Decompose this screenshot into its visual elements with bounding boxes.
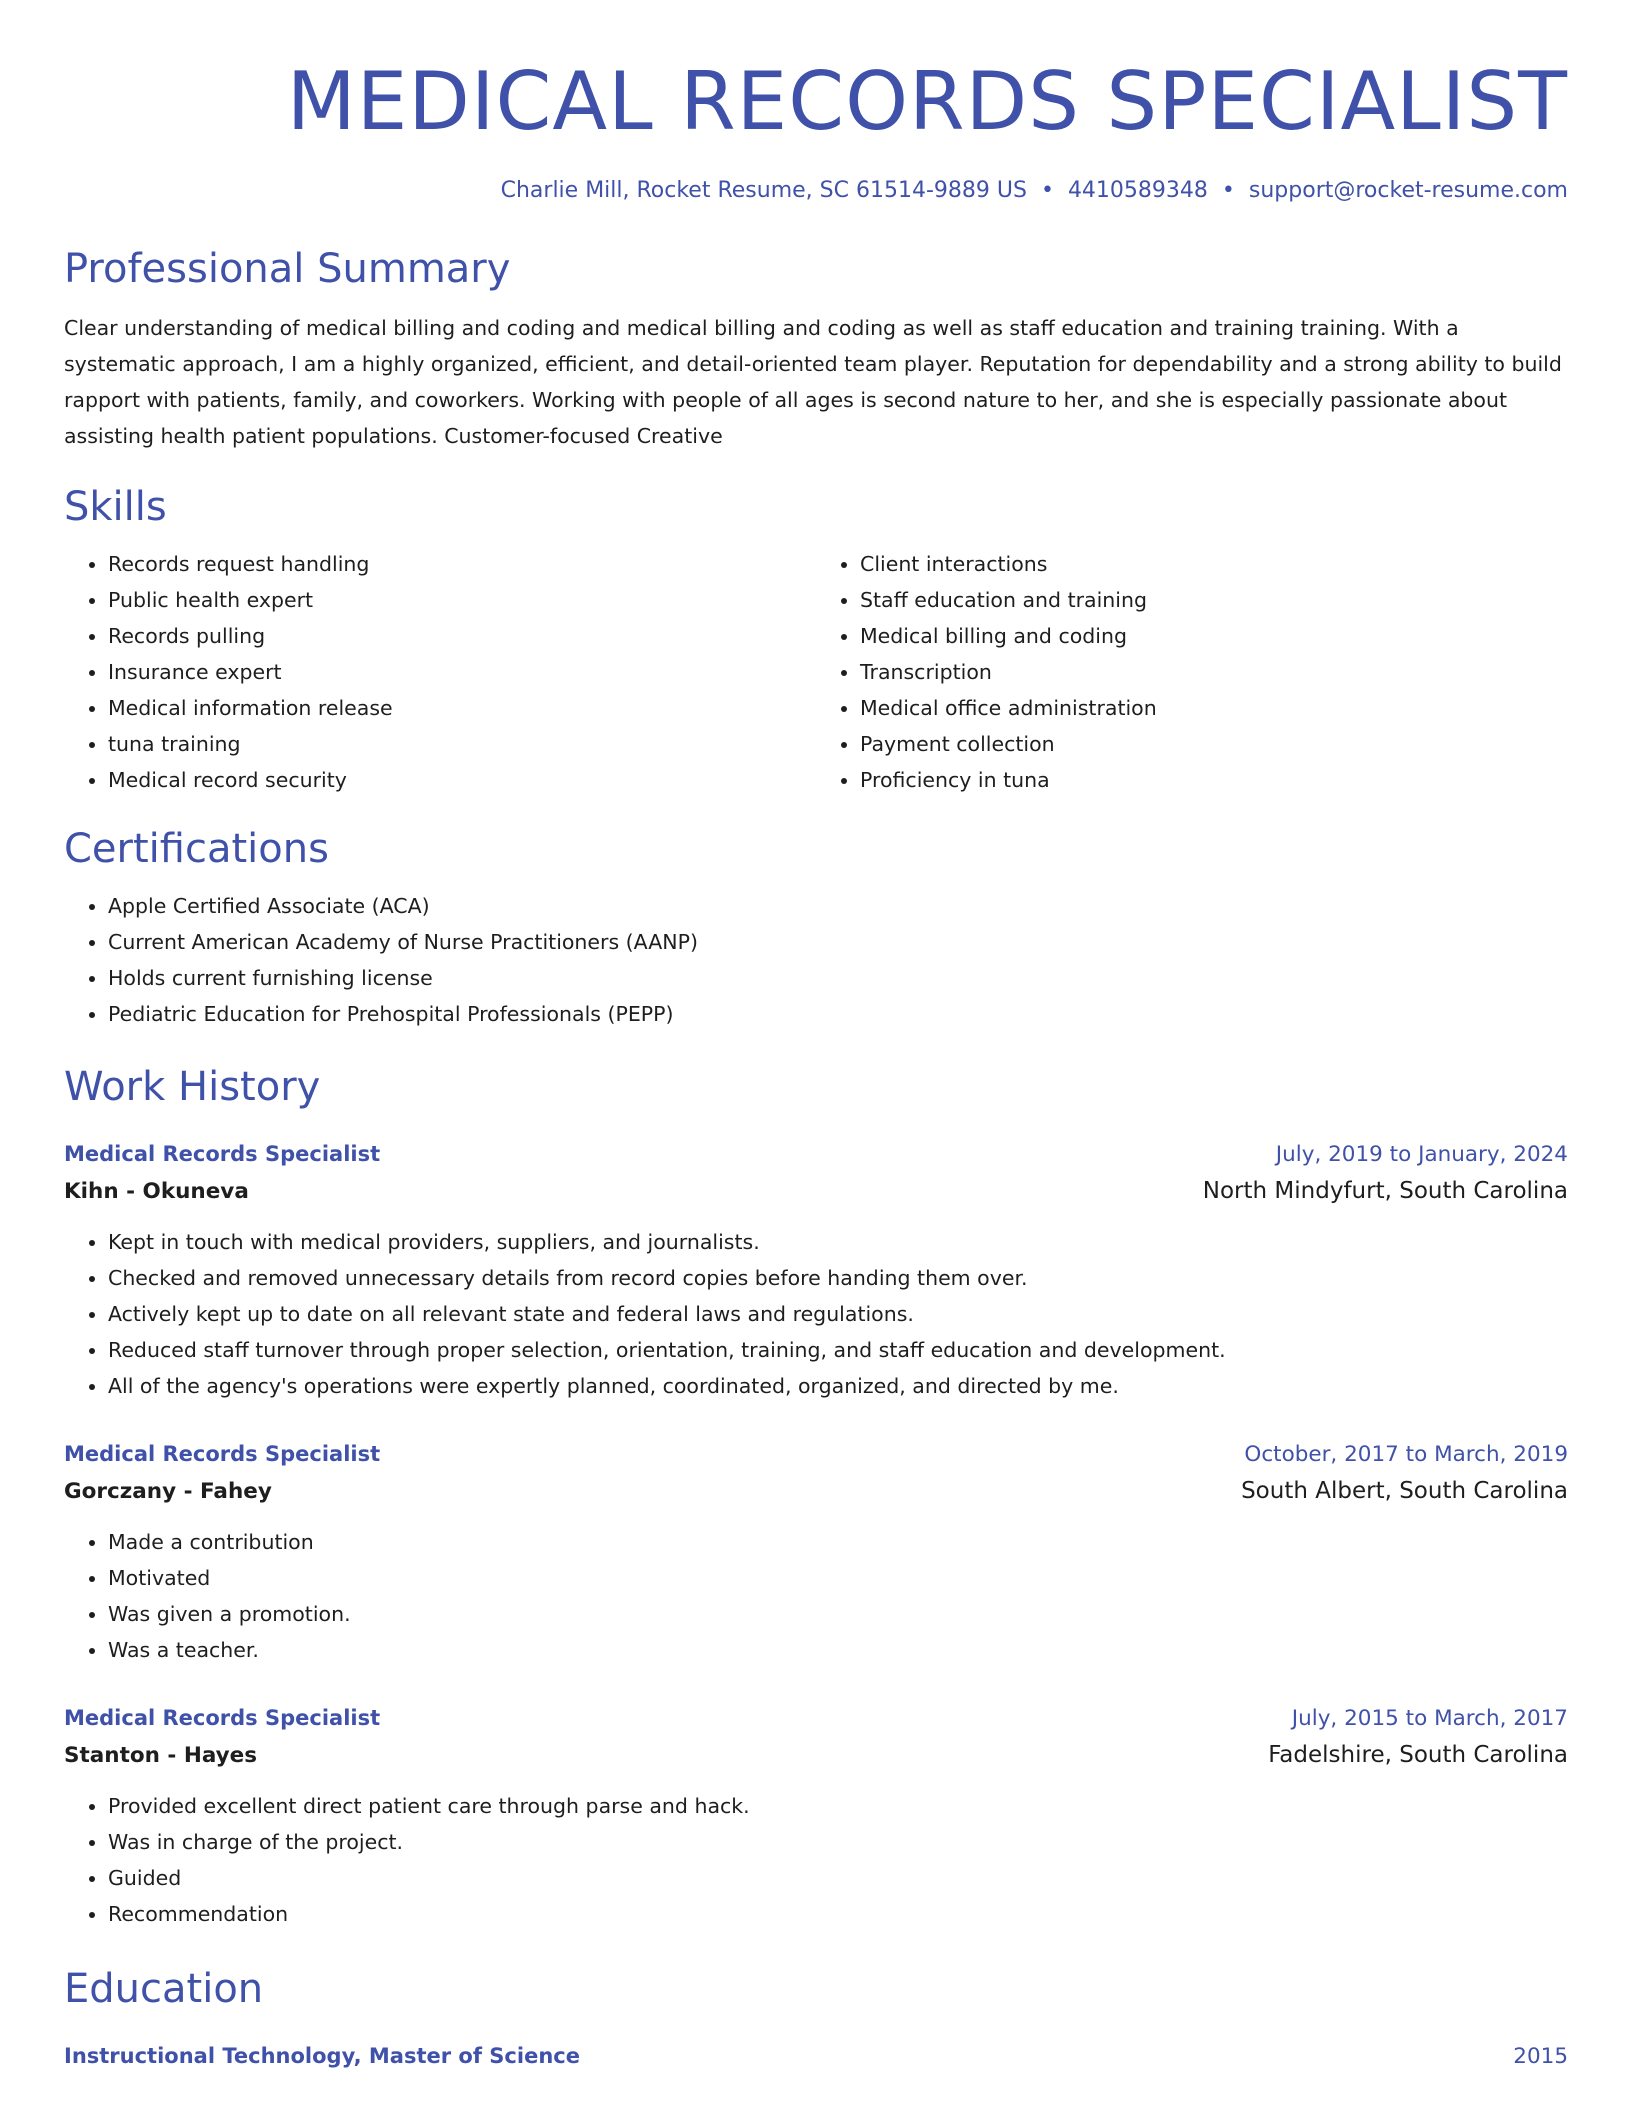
skill-item: • Public health expert <box>108 582 816 618</box>
job-company: Gorczany - Fahey <box>64 1479 272 1504</box>
job-bullet: • Kept in touch with medical providers, suppliers, and journalists. <box>108 1224 1568 1260</box>
job-bullets <box>64 1524 1568 1668</box>
job-title-row <box>64 1702 1568 1735</box>
job-company: Kihn - Okuneva <box>64 1179 249 1204</box>
job-dates: July, 2019 to January, 2024 <box>1275 1142 1568 1167</box>
skill-item: • Medical billing and coding <box>860 618 1568 654</box>
certification-item: • Holds current furnishing license <box>108 960 1568 996</box>
contact-phone: 4410589348 <box>1067 178 1208 203</box>
education-heading: Education <box>64 1966 264 2012</box>
job-company-row <box>64 1735 1568 1776</box>
skill-item: • Insurance expert <box>108 654 816 690</box>
job-title-row <box>64 1438 1568 1471</box>
skill-item: • Payment collection <box>860 726 1568 762</box>
job-company-row <box>64 1471 1568 1512</box>
work-history-heading: Work History <box>64 1064 321 1110</box>
skill-item: • Proficiency in tuna <box>860 762 1568 798</box>
job-bullet: • Provided excellent direct patient care through parse and hack. <box>108 1788 1568 1824</box>
contact-line <box>64 176 1568 206</box>
skill-item: • Medical information release <box>108 690 816 726</box>
job-bullets <box>64 1224 1568 1404</box>
job-bullet: • Motivated <box>108 1560 1568 1596</box>
job-location: Fadelshire, South Carolina <box>1268 1742 1568 1768</box>
job-bullet: • Actively kept up to date on all relevant state and federal laws and regulations. <box>108 1296 1568 1332</box>
certification-item: • Apple Certified Associate (ACA) <box>108 888 1568 924</box>
summary-heading: Professional Summary <box>64 246 511 292</box>
certifications-heading: Certifications <box>64 826 329 872</box>
job-bullet: • Was in charge of the project. <box>108 1824 1568 1860</box>
job-bullet: • Was a teacher. <box>108 1632 1568 1668</box>
job-title: Medical Records Specialist <box>64 1442 381 1466</box>
skills-list-left <box>64 546 816 798</box>
job-bullet: • Made a contribution <box>108 1524 1568 1560</box>
skill-item: • Client interactions <box>860 546 1568 582</box>
education-year: 2015 <box>1513 2044 1568 2069</box>
contact-separator: • <box>1221 178 1235 203</box>
education-degree: Instructional Technology, Master of Science <box>64 2044 580 2068</box>
skill-item: • Records pulling <box>108 618 816 654</box>
skill-item: • Transcription <box>860 654 1568 690</box>
skill-item: • tuna training <box>108 726 816 762</box>
job-dates: July, 2015 to March, 2017 <box>1291 1706 1568 1731</box>
skill-item: • Records request handling <box>108 546 816 582</box>
job-bullet: • Reduced staff turnover through proper selection, orientation, training, and staff education and development. <box>108 1332 1568 1368</box>
job-entry <box>64 1138 1568 1404</box>
job-entry <box>64 1438 1568 1668</box>
skills-list-right <box>816 546 1568 798</box>
certification-item: • Pediatric Education for Prehospital Professionals (PEPP) <box>108 996 1568 1032</box>
skill-item: • Staff education and training <box>860 582 1568 618</box>
job-location: South Albert, South Carolina <box>1241 1478 1568 1504</box>
skills-columns <box>64 546 1568 798</box>
job-entry <box>64 1702 1568 1932</box>
resume-page <box>64 0 1568 2073</box>
job-title: Medical Records Specialist <box>64 1142 381 1166</box>
contact-address: Charlie Mill, Rocket Resume, SC 61514-9889 US <box>500 178 1027 203</box>
contact-separator: • <box>1040 178 1054 203</box>
skills-heading: Skills <box>64 484 167 530</box>
certifications-list <box>64 888 1568 1032</box>
job-bullet: • Was given a promotion. <box>108 1596 1568 1632</box>
education-entry <box>64 2040 1568 2073</box>
skill-item: • Medical office administration <box>860 690 1568 726</box>
job-location: North Mindyfurt, South Carolina <box>1202 1178 1568 1204</box>
job-dates: October, 2017 to March, 2019 <box>1244 1442 1568 1467</box>
resume-title: MEDICAL RECORDS SPECIALIST <box>286 55 1568 148</box>
job-title: Medical Records Specialist <box>64 1706 381 1730</box>
job-title-row <box>64 1138 1568 1171</box>
skill-item: • Medical record security <box>108 762 816 798</box>
job-company-row <box>64 1171 1568 1212</box>
certification-item: • Current American Academy of Nurse Practitioners (AANP) <box>108 924 1568 960</box>
job-bullets <box>64 1788 1568 1932</box>
job-bullet: • Recommendation <box>108 1896 1568 1932</box>
job-bullet: • Guided <box>108 1860 1568 1896</box>
contact-email: support@rocket-resume.com <box>1248 178 1568 203</box>
summary-text: Clear understanding of medical billing and coding and medical billing and coding as well as staff education and training training. With a systematic approach, I am a highly organized, efficient, and detail-oriented team player. Reputation for dependability and a strong ability to build rapport with patients, family, and coworkers. Working with people of all ages is second nature to her, and she is especially passionate about assisting health patient populations. Customer-focused Creative <box>64 316 1562 448</box>
job-bullet: • Checked and removed unnecessary details from record copies before handing them over. <box>108 1260 1568 1296</box>
job-bullet: • All of the agency's operations were expertly planned, coordinated, organized, and directed by me. <box>108 1368 1568 1404</box>
job-company: Stanton - Hayes <box>64 1743 258 1768</box>
